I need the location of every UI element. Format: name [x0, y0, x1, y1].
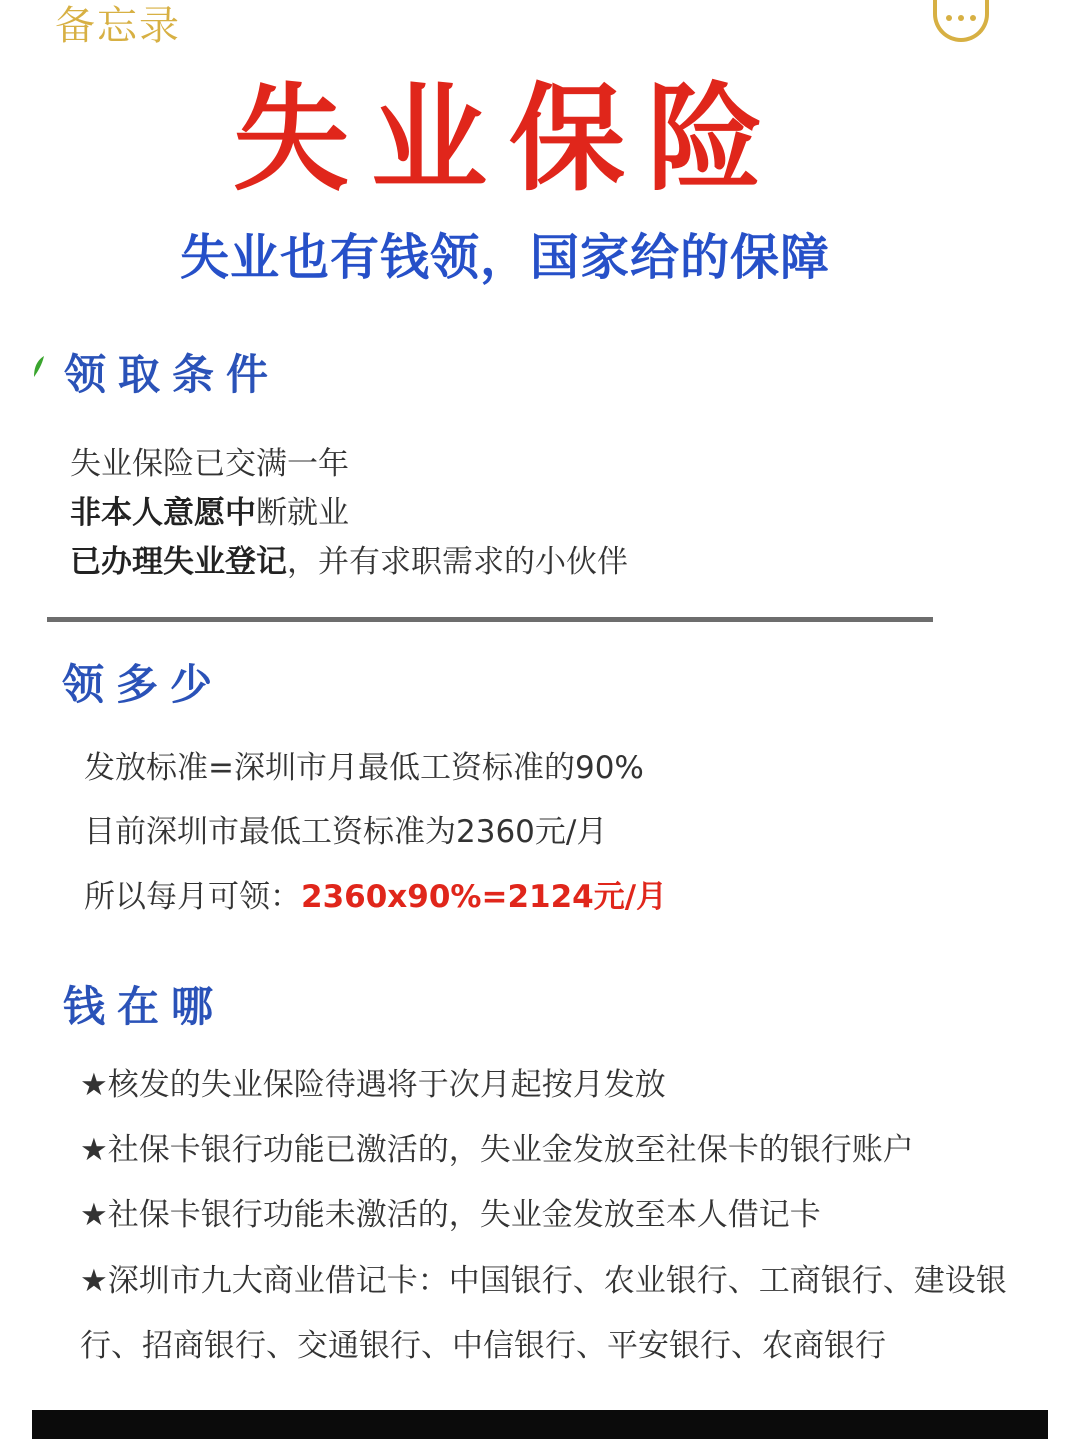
- more-horizontal-icon: [946, 15, 976, 21]
- amount-line-1: 发放标准=深圳市月最低工资标准的90%: [84, 750, 644, 786]
- condition-line-3: [70, 542, 628, 582]
- condition-line-2: [70, 493, 349, 533]
- where-item-3: ★社保卡银行功能未激活的，失业金发放至本人借记卡: [80, 1197, 821, 1233]
- where-item-1: ★核发的失业保险待遇将于次月起按月发放: [80, 1067, 666, 1103]
- leaf-icon: [32, 355, 46, 379]
- condition-line-2-rest: 断就业: [256, 495, 349, 531]
- section-heading-conditions: 领取条件: [64, 350, 281, 399]
- amount-line-2: 目前深圳市最低工资标准为2360元/月: [84, 814, 608, 850]
- amount-line-3: [84, 877, 667, 917]
- more-button[interactable]: [933, 0, 989, 42]
- amount-line-3-value: 2360x90%=2124元/月: [301, 879, 668, 915]
- condition-line-2-bold: 非本人意愿中: [70, 495, 256, 531]
- amount-line-3-label: 所以每月可领：: [84, 879, 301, 915]
- section-heading-amount: 领多少: [62, 660, 225, 709]
- condition-line-3-bold: 已办理失业登记: [70, 544, 287, 580]
- app-title: 备忘录: [55, 3, 181, 49]
- where-item-2: ★社保卡银行功能已激活的，失业金发放至社保卡的银行账户: [80, 1132, 914, 1168]
- condition-line-3-rest: ，并有求职需求的小伙伴: [287, 544, 628, 580]
- condition-line-1: 失业保险已交满一年: [70, 446, 349, 482]
- section-divider: [47, 617, 933, 622]
- note-title: 失业保险: [233, 72, 785, 207]
- where-item-4: ★深圳市九大商业借记卡：中国银行、农业银行、工商银行、建设银: [80, 1263, 1007, 1299]
- note-subtitle: 失业也有钱领，国家给的保障: [179, 229, 830, 286]
- section-heading-where: 钱在哪: [63, 982, 226, 1031]
- bottom-bar: [32, 1410, 1048, 1439]
- where-item-5: 行、招商银行、交通银行、中信银行、平安银行、农商银行: [80, 1328, 886, 1364]
